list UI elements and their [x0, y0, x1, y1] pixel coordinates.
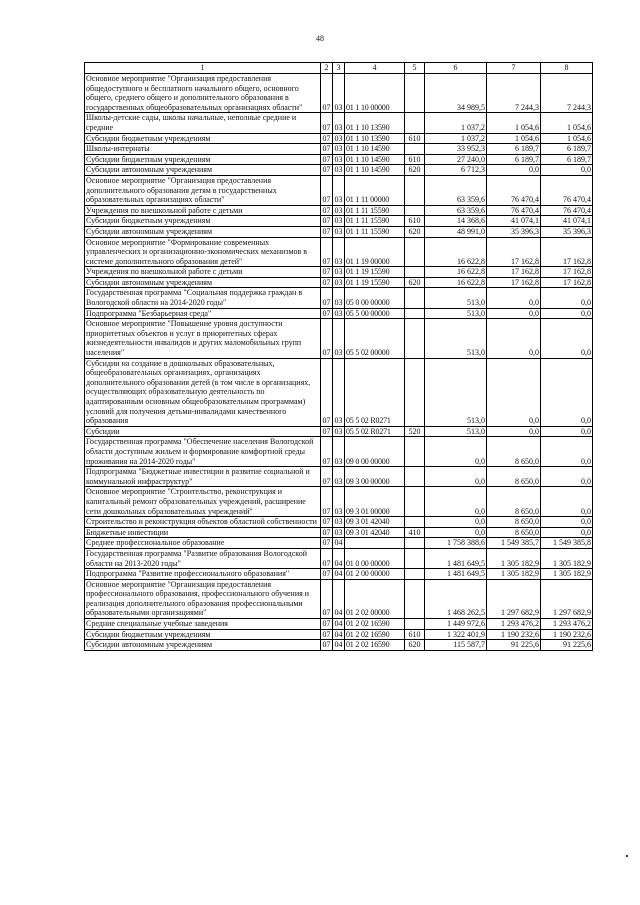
amount-col8-cell: 0,0: [541, 308, 593, 319]
amount-col8-cell: 0,0: [541, 358, 593, 426]
target-article-cell: 01 1 10 00000: [345, 74, 405, 113]
section-code-cell: 07: [322, 426, 331, 436]
amount-col8-cell: 76 470,4: [541, 205, 593, 216]
subsection-code-cell: 04: [334, 640, 343, 650]
row-name-cell: Основное мероприятие "Формирование современных управленческих и организационно-экономических механизмов в системе дополнительного образования детей": [85, 237, 321, 267]
amount-col6-cell: 1 468 262,5: [425, 579, 487, 618]
amount-col6-cell: 63 359,6: [425, 205, 487, 216]
section-code-cell: 07: [322, 205, 331, 215]
row-name-cell: Строительство и реконструкция объектов областной собственности: [85, 517, 321, 528]
amount-col8-cell: 0,0: [541, 165, 593, 176]
subsection-code-cell: 03: [334, 527, 343, 537]
subsection-code-cell: 04: [334, 569, 343, 579]
section-code-cell: 07: [322, 165, 331, 175]
amount-col7-cell: 8 650,0: [487, 527, 541, 538]
target-article-cell: 01 2 02 00000: [345, 579, 405, 618]
table-row: [85, 237, 593, 267]
section-code-cell: 07: [322, 154, 331, 164]
scan-dot-mark: [626, 855, 628, 857]
subsection-code-cell: 03: [334, 205, 343, 215]
expense-type-cell: [405, 267, 425, 278]
row-name-cell: Субсидии бюджетным учреждениям: [85, 154, 321, 165]
row-name-cell: Подпрограмма "Бюджетные инвестиции в развитие социальной и коммунальной инфраструктур": [85, 467, 321, 487]
amount-col8-cell: 0,0: [541, 487, 593, 517]
target-article-cell: 01 2 02 16590: [345, 640, 405, 651]
subsection-code-cell: 03: [333, 74, 345, 113]
row-name-cell: Субсидии автономным учреждениям: [85, 640, 321, 651]
expense-type-cell: 610: [405, 629, 425, 640]
expense-type-cell: [405, 144, 425, 155]
expense-type-cell: 610: [405, 154, 425, 165]
amount-col6-cell: 27 240,0: [425, 154, 487, 165]
amount-col8-cell: 0,0: [541, 467, 593, 487]
subsection-code-cell: 04: [334, 538, 343, 548]
amount-col7-cell: 0,0: [487, 288, 541, 308]
amount-col7-cell: 1 293 476,2: [487, 619, 541, 630]
table-row: [85, 205, 593, 216]
section-code-cell: 07: [321, 467, 333, 487]
amount-col6-cell: 1 481 649,5: [425, 548, 487, 568]
subsection-code-cell: 03: [334, 426, 343, 436]
target-article-cell: 01 1 19 15590: [345, 277, 405, 288]
row-name-cell: Субсидии на создание в дошкольных образовательных, общеобразовательных организациях, организациях дополнительного образования детей (в том числе в организациях, осуществляющих образовательную деятельность по адаптированным основным общеобразовательным программам) условий для получения детьми-инвалидами качественного образования: [85, 358, 321, 426]
section-code-cell: 07: [322, 277, 331, 287]
amount-col6-cell: 0,0: [425, 487, 487, 517]
row-name-cell: Школы-интернаты: [85, 144, 321, 155]
section-code-cell: 07: [321, 358, 333, 426]
section-code-cell: 07: [321, 487, 333, 517]
target-article-cell: 01 1 10 14590: [345, 144, 405, 155]
target-article-cell: 09 3 01 00000: [345, 487, 405, 517]
amount-col6-cell: 1 449 972,6: [425, 619, 487, 630]
subsection-code-cell: 03: [333, 487, 345, 517]
amount-col7-cell: 35 396,3: [487, 226, 541, 237]
amount-col7-cell: 1 054,6: [487, 133, 541, 144]
amount-col7-cell: 0,0: [487, 165, 541, 176]
amount-col6-cell: 1 481 649,5: [425, 569, 487, 580]
amount-col7-cell: 6 189,7: [487, 154, 541, 165]
target-article-cell: [345, 538, 405, 549]
expense-type-cell: [405, 487, 425, 517]
amount-col8-cell: 1 190 232,6: [541, 629, 593, 640]
amount-col6-cell: 1 037,2: [425, 113, 487, 133]
target-article-cell: 09 3 01 42040: [345, 517, 405, 528]
header-cell: 4: [345, 63, 405, 74]
amount-col6-cell: 0,0: [425, 527, 487, 538]
amount-col7-cell: 8 650,0: [487, 517, 541, 528]
table-row: [85, 288, 593, 308]
amount-col6-cell: 16 622,8: [425, 267, 487, 278]
expense-type-cell: [405, 437, 425, 467]
target-article-cell: 01 2 00 00000: [345, 569, 405, 580]
amount-col8-cell: 1 293 476,2: [541, 619, 593, 630]
amount-col7-cell: 1 054,6: [487, 113, 541, 133]
expense-type-cell: [405, 517, 425, 528]
amount-col8-cell: 0,0: [541, 319, 593, 358]
target-article-cell: 05 5 02 R0271: [345, 358, 405, 426]
subsection-code-cell: 03: [333, 319, 345, 358]
amount-col7-cell: 17 162,8: [487, 237, 541, 267]
subsection-code-cell: 03: [333, 175, 345, 205]
expense-type-cell: 620: [405, 640, 425, 651]
target-article-cell: 01 1 10 13590: [345, 133, 405, 144]
header-cell: 6: [425, 63, 487, 74]
amount-col8-cell: 91 225,6: [541, 640, 593, 651]
subsection-code-cell: 03: [334, 267, 343, 277]
amount-col6-cell: 1 037,2: [425, 133, 487, 144]
table-row: [85, 267, 593, 278]
amount-col7-cell: 1 305 182,9: [487, 569, 541, 580]
table-row: [85, 154, 593, 165]
row-name-cell: Подпрограмма "Безбарьерная среда": [85, 308, 321, 319]
table-row: [85, 308, 593, 319]
amount-col6-cell: 0,0: [425, 467, 487, 487]
amount-col6-cell: 14 368,6: [425, 216, 487, 227]
table-row: [85, 579, 593, 618]
expense-type-cell: 620: [405, 165, 425, 176]
section-code-cell: 07: [322, 640, 331, 650]
target-article-cell: 01 2 02 16590: [345, 619, 405, 630]
section-code-cell: 07: [322, 226, 331, 236]
target-article-cell: 09 3 01 42040: [345, 527, 405, 538]
amount-col6-cell: 115 587,7: [425, 640, 487, 651]
table-row: [85, 277, 593, 288]
section-code-cell: 07: [322, 267, 331, 277]
amount-col7-cell: 0,0: [487, 308, 541, 319]
amount-col7-cell: 8 650,0: [487, 437, 541, 467]
amount-col7-cell: 76 470,4: [487, 175, 541, 205]
amount-col8-cell: 41 074,1: [541, 216, 593, 227]
row-name-cell: Учреждения по внешкольной работе с детьми: [85, 267, 321, 278]
section-code-cell: 07: [321, 437, 333, 467]
target-article-cell: 01 2 02 16590: [345, 629, 405, 640]
target-article-cell: 01 1 10 14590: [345, 165, 405, 176]
row-name-cell: Школы-детские сады, школы начальные, неполные средние и средние: [85, 113, 321, 133]
subsection-code-cell: 03: [334, 165, 343, 175]
table-row: [85, 517, 593, 528]
table-row: [85, 165, 593, 176]
section-code-cell: 07: [322, 216, 331, 226]
target-article-cell: 01 1 19 00000: [345, 237, 405, 267]
amount-col7-cell: 76 470,4: [487, 205, 541, 216]
section-code-cell: 07: [322, 527, 331, 537]
amount-col8-cell: 6 189,7: [541, 154, 593, 165]
table-header-row: [85, 63, 593, 74]
target-article-cell: 01 1 11 15590: [345, 226, 405, 237]
subsection-code-cell: 03: [334, 216, 343, 226]
section-code-cell: 07: [321, 288, 333, 308]
amount-col6-cell: 513,0: [425, 426, 487, 437]
budget-table: [84, 62, 593, 651]
amount-col6-cell: 0,0: [425, 517, 487, 528]
expense-type-cell: [405, 175, 425, 205]
row-name-cell: Подпрограмма "Развитие профессионального образования": [85, 569, 321, 580]
row-name-cell: Субсидии бюджетным учреждениям: [85, 629, 321, 640]
subsection-code-cell: 03: [333, 358, 345, 426]
table-row: [85, 467, 593, 487]
subsection-code-cell: 03: [333, 437, 345, 467]
row-name-cell: Основное мероприятие "Организация предоставления профессионального образования, профессионального обучения и реализация дополнительного образования профессиональными образовательными организациями": [85, 579, 321, 618]
amount-col6-cell: 1 758 388,6: [425, 538, 487, 549]
amount-col8-cell: 1 549 385,8: [541, 538, 593, 549]
table-row: [85, 569, 593, 580]
amount-col6-cell: 513,0: [425, 358, 487, 426]
amount-col6-cell: 63 359,6: [425, 175, 487, 205]
amount-col6-cell: 48 991,0: [425, 226, 487, 237]
section-code-cell: 07: [322, 517, 331, 527]
header-cell: 2: [321, 63, 333, 74]
expense-type-cell: 410: [405, 527, 425, 538]
table-row: [85, 74, 593, 113]
target-article-cell: 09 3 00 00000: [345, 467, 405, 487]
amount-col8-cell: 1 305 182,9: [541, 569, 593, 580]
amount-col8-cell: 1 305 182,9: [541, 548, 593, 568]
subsection-code-cell: 03: [334, 308, 343, 318]
row-name-cell: Основное мероприятие "Строительство, реконструкция и капитальный ремонт образовательных учреждений, расширение сети дошкольных образовательных учреждений": [85, 487, 321, 517]
table-row: [85, 113, 593, 133]
row-name-cell: Субсидии автономным учреждениям: [85, 165, 321, 176]
table-row: [85, 358, 593, 426]
amount-col7-cell: 1 549 385,7: [487, 538, 541, 549]
section-code-cell: 07: [322, 144, 331, 154]
section-code-cell: 07: [321, 579, 333, 618]
amount-col6-cell: 16 622,8: [425, 277, 487, 288]
expense-type-cell: 620: [405, 277, 425, 288]
amount-col8-cell: 6 189,7: [541, 144, 593, 155]
amount-col7-cell: 7 244,3: [487, 74, 541, 113]
amount-col8-cell: 17 162,8: [541, 277, 593, 288]
table-row: [85, 319, 593, 358]
subsection-code-cell: 03: [333, 237, 345, 267]
amount-col7-cell: 8 650,0: [487, 467, 541, 487]
row-name-cell: Основное мероприятие "Организация предоставления общедоступного и бесплатного начального общего, основного общего, среднего общего и дополнительного образования в государственных общеобразовательных организациях области": [85, 74, 321, 113]
row-name-cell: Государственная программа "Развитие образования Вологодской области на 2013-2020 годы": [85, 548, 321, 568]
header-cell: 3: [333, 63, 345, 74]
section-code-cell: 07: [321, 237, 333, 267]
row-name-cell: Субсидии бюджетным учреждениям: [85, 216, 321, 227]
subsection-code-cell: 03: [334, 144, 343, 154]
amount-col6-cell: 1 322 401,9: [425, 629, 487, 640]
subsection-code-cell: 04: [333, 579, 345, 618]
page-number: 48: [316, 34, 324, 43]
amount-col6-cell: 16 622,8: [425, 237, 487, 267]
section-code-cell: 07: [321, 319, 333, 358]
section-code-cell: 07: [322, 569, 331, 579]
expense-type-cell: [405, 288, 425, 308]
target-article-cell: 05 5 02 00000: [345, 319, 405, 358]
row-name-cell: Субсидии автономным учреждениям: [85, 277, 321, 288]
target-article-cell: 05 0 00 00000: [345, 288, 405, 308]
amount-col7-cell: 17 162,8: [487, 267, 541, 278]
row-name-cell: Бюджетные инвестиции: [85, 527, 321, 538]
table-row: [85, 548, 593, 568]
subsection-code-cell: 04: [333, 548, 345, 568]
amount-col7-cell: 8 650,0: [487, 487, 541, 517]
target-article-cell: 05 5 00 00000: [345, 308, 405, 319]
expense-type-cell: [405, 74, 425, 113]
row-name-cell: Субсидии автономным учреждениям: [85, 226, 321, 237]
subsection-code-cell: 03: [333, 467, 345, 487]
amount-col8-cell: 76 470,4: [541, 175, 593, 205]
expense-type-cell: [405, 538, 425, 549]
amount-col8-cell: 35 396,3: [541, 226, 593, 237]
expense-type-cell: [405, 569, 425, 580]
expense-type-cell: [405, 358, 425, 426]
table-row: [85, 226, 593, 237]
amount-col8-cell: 0,0: [541, 288, 593, 308]
table-row: [85, 437, 593, 467]
amount-col7-cell: 0,0: [487, 319, 541, 358]
subsection-code-cell: 04: [334, 629, 343, 639]
amount-col6-cell: 0,0: [425, 437, 487, 467]
amount-col8-cell: 0,0: [541, 437, 593, 467]
section-code-cell: 07: [321, 113, 333, 133]
target-article-cell: 05 5 02 R0271: [345, 426, 405, 437]
target-article-cell: 01 1 10 14590: [345, 154, 405, 165]
expense-type-cell: 610: [405, 133, 425, 144]
section-code-cell: 07: [322, 538, 331, 548]
table-row: [85, 133, 593, 144]
table-row: [85, 538, 593, 549]
target-article-cell: 01 1 19 15590: [345, 267, 405, 278]
amount-col8-cell: 7 244,3: [541, 74, 593, 113]
table-row: [85, 216, 593, 227]
subsection-code-cell: 03: [333, 113, 345, 133]
table-row: [85, 619, 593, 630]
amount-col7-cell: 0,0: [487, 426, 541, 437]
expense-type-cell: [405, 319, 425, 358]
table-row: [85, 640, 593, 651]
subsection-code-cell: 03: [334, 154, 343, 164]
section-code-cell: 07: [321, 74, 333, 113]
expense-type-cell: 620: [405, 226, 425, 237]
row-name-cell: Средние специальные учебные заведения: [85, 619, 321, 630]
amount-col8-cell: 0,0: [541, 517, 593, 528]
amount-col8-cell: 1 297 682,9: [541, 579, 593, 618]
expense-type-cell: [405, 579, 425, 618]
amount-col7-cell: 6 189,7: [487, 144, 541, 155]
table-row: [85, 487, 593, 517]
amount-col8-cell: 17 162,8: [541, 267, 593, 278]
subsection-code-cell: 03: [334, 517, 343, 527]
subsection-code-cell: 04: [334, 619, 343, 629]
row-name-cell: Субсидии бюджетным учреждениям: [85, 133, 321, 144]
amount-col6-cell: 513,0: [425, 319, 487, 358]
expense-type-cell: [405, 548, 425, 568]
amount-col8-cell: 17 162,8: [541, 237, 593, 267]
row-name-cell: Государственная программа "Социальная поддержка граждан в Вологодской области на 2014-2020 годы": [85, 288, 321, 308]
section-code-cell: 07: [322, 308, 331, 318]
target-article-cell: 01 1 10 13590: [345, 113, 405, 133]
amount-col6-cell: 513,0: [425, 288, 487, 308]
amount-col8-cell: 1 054,6: [541, 113, 593, 133]
amount-col7-cell: 0,0: [487, 358, 541, 426]
amount-col8-cell: 0,0: [541, 527, 593, 538]
expense-type-cell: [405, 467, 425, 487]
subsection-code-cell: 03: [334, 133, 343, 143]
amount-col7-cell: 1 297 682,9: [487, 579, 541, 618]
target-article-cell: 01 1 11 15590: [345, 205, 405, 216]
target-article-cell: 09 0 00 00000: [345, 437, 405, 467]
expense-type-cell: [405, 205, 425, 216]
table-row: [85, 527, 593, 538]
amount-col7-cell: 17 162,8: [487, 277, 541, 288]
table-row: [85, 629, 593, 640]
target-article-cell: 01 0 00 00000: [345, 548, 405, 568]
target-article-cell: 01 1 11 00000: [345, 175, 405, 205]
row-name-cell: Основное мероприятие "Организация предоставления дополнительного образования детям в государственных образовательных организациях области": [85, 175, 321, 205]
table-row: [85, 175, 593, 205]
amount-col6-cell: 34 989,5: [425, 74, 487, 113]
section-code-cell: 07: [321, 548, 333, 568]
header-cell: 5: [405, 63, 425, 74]
expense-type-cell: 520: [405, 426, 425, 437]
table-row: [85, 144, 593, 155]
table-row: [85, 426, 593, 437]
subsection-code-cell: 03: [334, 226, 343, 236]
header-cell: 8: [541, 63, 593, 74]
amount-col7-cell: 1 190 232,6: [487, 629, 541, 640]
amount-col8-cell: 0,0: [541, 426, 593, 437]
expense-type-cell: [405, 308, 425, 319]
section-code-cell: 07: [322, 629, 331, 639]
expense-type-cell: [405, 237, 425, 267]
header-cell: 1: [85, 63, 321, 74]
section-code-cell: 07: [321, 175, 333, 205]
row-name-cell: Учреждения по внешкольной работе с детьми: [85, 205, 321, 216]
row-name-cell: Субсидии: [85, 426, 321, 437]
amount-col7-cell: 41 074,1: [487, 216, 541, 227]
amount-col7-cell: 91 225,6: [487, 640, 541, 651]
header-cell: 7: [487, 63, 541, 74]
amount-col7-cell: 1 305 182,9: [487, 548, 541, 568]
expense-type-cell: [405, 619, 425, 630]
target-article-cell: 01 1 11 15590: [345, 216, 405, 227]
row-name-cell: Основное мероприятие "Повышение уровня доступности приоритетных объектов и услуг в приоритетных сферах жизнедеятельности инвалидов и других маломобильных групп населения": [85, 319, 321, 358]
subsection-code-cell: 03: [334, 277, 343, 287]
section-code-cell: 07: [322, 133, 331, 143]
expense-type-cell: 610: [405, 216, 425, 227]
amount-col6-cell: 6 712,3: [425, 165, 487, 176]
row-name-cell: Государственная программа "Обеспечение населения Вологодской области доступным жильем и формирование комфортной среды проживания на 2014-2020 годы": [85, 437, 321, 467]
table-body: [85, 63, 593, 651]
amount-col6-cell: 33 952,3: [425, 144, 487, 155]
amount-col8-cell: 1 054,6: [541, 133, 593, 144]
amount-col6-cell: 513,0: [425, 308, 487, 319]
row-name-cell: Среднее профессиональное образование: [85, 538, 321, 549]
expense-type-cell: [405, 113, 425, 133]
section-code-cell: 07: [322, 619, 331, 629]
subsection-code-cell: 03: [333, 288, 345, 308]
